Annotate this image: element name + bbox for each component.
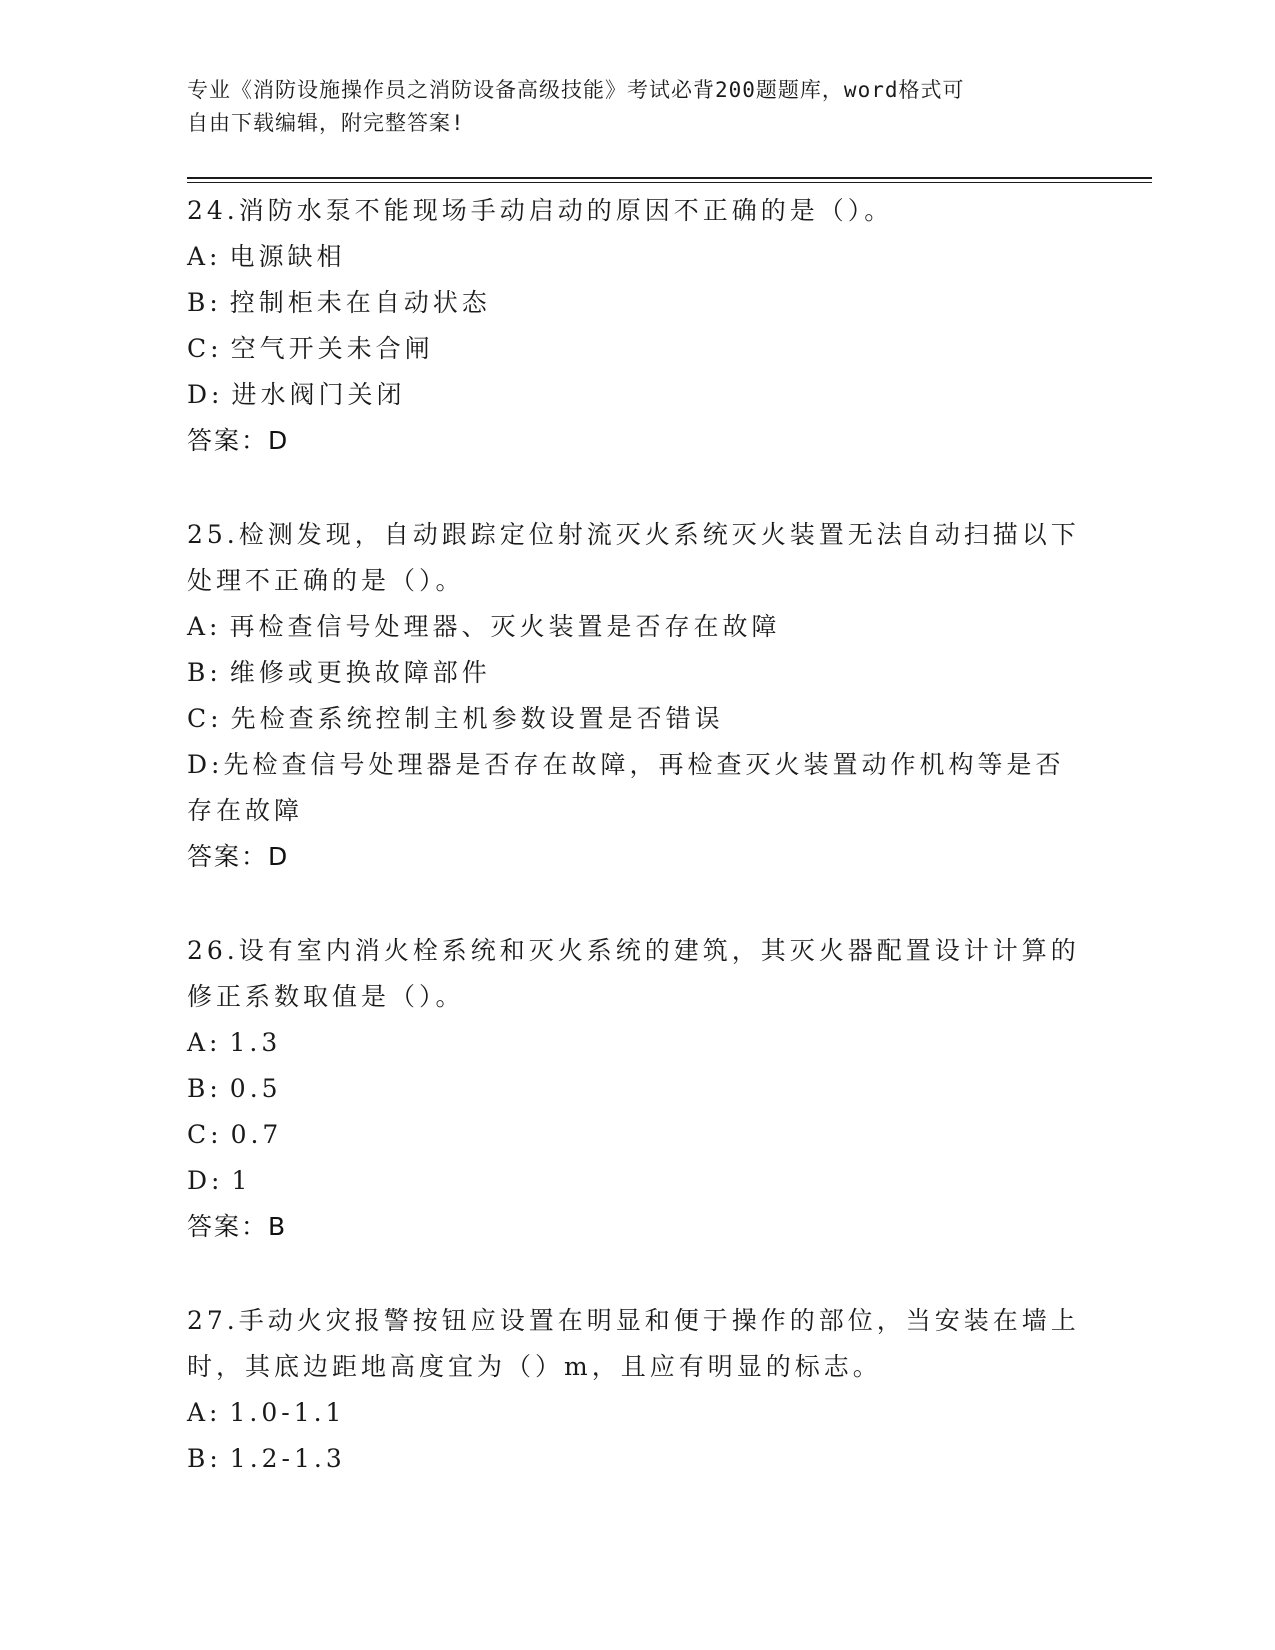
question-list (187, 188, 1087, 1530)
option-d (187, 372, 1087, 418)
header-line-2: 自由下载编辑，附完整答案! (187, 111, 465, 135)
question-25 (187, 512, 1087, 880)
option-text: 1.0-1.1 (229, 1398, 346, 1427)
option-a (187, 1020, 1087, 1066)
answer-line: 答案：D (187, 426, 290, 455)
option-label: A: (187, 1398, 222, 1427)
question-27 (187, 1298, 1087, 1482)
option-text: 1.2-1.3 (229, 1444, 346, 1473)
option-text: 空气开关未合闸 (230, 334, 434, 363)
option-label: C: (187, 704, 223, 733)
option-a (187, 604, 1087, 650)
option-label: A: (187, 612, 222, 641)
question-24 (187, 188, 1087, 464)
option-b (187, 280, 1087, 326)
option-label: C: (187, 1120, 223, 1149)
option-c (187, 326, 1087, 372)
option-c (187, 696, 1087, 742)
option-a (187, 1390, 1087, 1436)
option-text: 0.5 (229, 1074, 282, 1103)
option-a (187, 234, 1087, 280)
option-text: 1 (231, 1166, 252, 1195)
option-text: 进水阀门关闭 (231, 380, 406, 409)
option-d (187, 742, 1087, 834)
option-text: 维修或更换故障部件 (229, 658, 491, 687)
option-b (187, 650, 1087, 696)
question-26 (187, 928, 1087, 1250)
option-label: B: (187, 1074, 222, 1103)
option-text: 先检查信号处理器是否存在故障，再检查灭火装置动作机构等是否存在故障 (187, 750, 1065, 825)
option-text: 再检查信号处理器、灭火装置是否存在故障 (229, 612, 781, 641)
option-label: D: (187, 380, 224, 409)
header-divider-thick (187, 177, 1152, 179)
answer-line: 答案：D (187, 842, 290, 871)
option-label: B: (187, 658, 222, 687)
option-text: 先检查系统控制主机参数设置是否错误 (230, 704, 724, 733)
option-text: 控制柜未在自动状态 (229, 288, 491, 317)
option-label: D: (187, 1166, 224, 1195)
option-text: 0.7 (230, 1120, 283, 1149)
option-label: A: (187, 1028, 222, 1057)
option-d (187, 1158, 1087, 1204)
document-header (187, 74, 1067, 140)
question-stem: 26.设有室内消火栓系统和灭火系统的建筑，其灭火器配置设计计算的修正系数取值是（）。 (187, 936, 1080, 1011)
option-text: 1.3 (229, 1028, 282, 1057)
question-stem: 27.手动火灾报警按钮应设置在明显和便于操作的部位，当安装在墙上时，其底边距地高度宜为（）m，且应有明显的标志。 (187, 1306, 1080, 1381)
option-label: C: (187, 334, 223, 363)
header-line-1: 专业《消防设施操作员之消防设备高级技能》考试必背200题题库，word格式可 (187, 78, 965, 102)
option-label: D: (187, 750, 224, 779)
question-stem: 24.消防水泵不能现场手动启动的原因不正确的是（）。 (187, 196, 894, 225)
option-label: B: (187, 288, 222, 317)
option-b (187, 1436, 1087, 1482)
header-divider-thin (187, 182, 1152, 183)
option-text: 电源缺相 (229, 242, 346, 271)
answer-line: 答案：B (187, 1212, 288, 1241)
option-label: A: (187, 242, 222, 271)
option-label: B: (187, 1444, 222, 1473)
option-c (187, 1112, 1087, 1158)
option-b (187, 1066, 1087, 1112)
question-stem: 25.检测发现，自动跟踪定位射流灭火系统灭火装置无法自动扫描以下处理不正确的是（）。 (187, 520, 1080, 595)
